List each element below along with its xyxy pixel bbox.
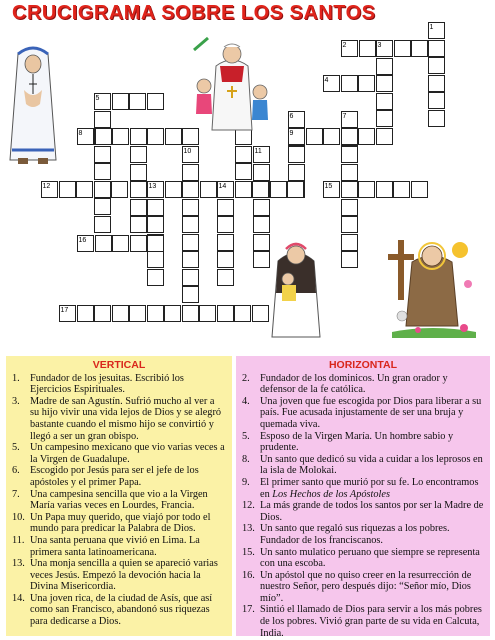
crossword-cell[interactable]	[129, 305, 146, 322]
crossword-cell[interactable]	[376, 110, 393, 127]
crossword-cell[interactable]	[270, 181, 287, 198]
crossword-cell[interactable]	[147, 128, 164, 145]
crossword-cell[interactable]	[341, 164, 358, 181]
crossword-cell[interactable]	[182, 286, 199, 303]
crossword-cell[interactable]	[130, 128, 147, 145]
crossword-cell[interactable]	[77, 305, 94, 322]
crossword-cell[interactable]	[147, 199, 164, 216]
clue-item	[12, 489, 226, 512]
clue-text	[260, 396, 484, 431]
clue-text-body: Un apóstol que no quiso creer en la resurrección de nuestro Señor, pero después dijo: “Señor mío, Dios mío”.	[260, 569, 472, 604]
clue-text	[260, 547, 484, 570]
crossword-cell[interactable]	[147, 305, 164, 322]
crossword-cell[interactable]	[428, 57, 445, 74]
crossword-cell[interactable]	[341, 199, 358, 216]
clue-text-body: Esposo de la Virgen María. Un hombre sabio y prudente.	[260, 430, 454, 454]
clue-text-body: Una monja sencilla a quien se apareció varias veces Jesús. Empezó la devoción hacia la Divina Misericordia.	[30, 558, 218, 593]
clue-item	[12, 465, 226, 488]
clue-number: 17.	[242, 604, 255, 616]
clue-text-body: Una joven que fue escogida por Dios para liberar a su país. Fue acusada injustamente de ser una bruja y quemada viva.	[260, 395, 482, 430]
clue-text	[30, 593, 226, 628]
clue-item	[242, 431, 484, 454]
clue-text	[30, 512, 226, 535]
saint-francis-illustration	[388, 232, 478, 338]
clue-number: 16.	[242, 569, 255, 581]
crossword-cell[interactable]	[147, 93, 164, 110]
crossword-number: 13	[148, 182, 157, 190]
clue-number: 10.	[12, 511, 25, 523]
crossword-cell[interactable]	[130, 146, 147, 163]
pope-with-children-illustration	[190, 36, 274, 134]
crossword-cell[interactable]	[217, 234, 234, 251]
clue-text	[30, 465, 226, 488]
clue-text-body: Un santo mulatico peruano que siempre se representa con una escoba.	[260, 546, 480, 570]
clue-number: 12.	[242, 500, 255, 512]
clue-text-body: Un campesino mexicano que vio varias veces a la Virgen de Guadalupe.	[30, 442, 225, 465]
crossword-number: 14	[218, 182, 227, 190]
clue-number: 1.	[12, 372, 20, 384]
crossword-cell[interactable]	[306, 128, 323, 145]
clue-item	[12, 373, 226, 396]
clue-item	[12, 442, 226, 465]
clue-number: 9.	[242, 476, 250, 488]
clue-italic-text: Los Hechos de los Apóstoles	[272, 488, 390, 500]
crossword-cell[interactable]	[234, 305, 251, 322]
crossword-cell[interactable]	[217, 305, 234, 322]
crossword-cell[interactable]	[182, 164, 199, 181]
crossword-number: 16	[78, 236, 87, 244]
crossword-cell[interactable]	[165, 128, 182, 145]
clue-item	[242, 523, 484, 546]
crossword-cell[interactable]	[341, 234, 358, 251]
crossword-cell[interactable]	[393, 181, 410, 198]
crossword-number: 9	[289, 129, 294, 137]
crossword-cell[interactable]	[165, 181, 182, 198]
crossword-cell[interactable]	[164, 305, 181, 322]
crossword-cell[interactable]	[147, 235, 164, 252]
clue-text	[30, 489, 226, 512]
crossword-cell[interactable]	[341, 75, 358, 92]
crossword-cell[interactable]	[147, 251, 164, 268]
clue-number: 8.	[242, 453, 250, 465]
crossword-cell[interactable]	[376, 181, 393, 198]
crossword-cell[interactable]	[112, 128, 129, 145]
clue-text	[30, 535, 226, 558]
clue-text-body: Un Papa muy querido, que viajó por todo el mundo para predicar la Palabra de Dios.	[30, 511, 211, 535]
clue-number: 5.	[242, 430, 250, 442]
page-title: CRUCIGRAMA SOBRE LOS SANTOS	[12, 2, 376, 24]
clue-text-body: Madre de san Agustín. Sufrió mucho al ver a su hijo vivir una vida lejos de Dios y se alegró bastante cuando el mismo hijo se convirtió y llegó a ser un gran obispo.	[30, 395, 222, 442]
crossword-cell[interactable]	[341, 146, 358, 163]
mother-teresa-illustration	[4, 40, 62, 168]
clue-text-body: Un santo que dedicó su vida a cuidar a los leprosos en la isla de Molokai.	[260, 453, 483, 477]
crossword-number: 10	[183, 147, 192, 155]
vertical-heading: VERTICAL	[92, 359, 146, 371]
crossword-cell[interactable]	[217, 216, 234, 233]
crossword-cell[interactable]	[358, 128, 375, 145]
crossword-cell[interactable]	[235, 181, 252, 198]
crossword-cell[interactable]	[130, 216, 147, 233]
crossword-cell[interactable]	[252, 305, 269, 322]
clue-item	[12, 396, 226, 442]
vertical-clues-panel	[6, 356, 232, 636]
clue-item	[12, 593, 226, 628]
crossword-number: 7	[342, 112, 347, 120]
crossword-cell[interactable]	[76, 181, 93, 198]
crossword-cell[interactable]	[428, 92, 445, 109]
clue-text-body: Fundador de los dominicos. Un gran orador y defensor de la fe católica.	[260, 372, 448, 396]
clue-text-body: Sintió el llamado de Dios para servir a los más pobres de los pobres. Vivió gran parte de su vida en Calcuta, India.	[260, 604, 482, 639]
crossword-cell[interactable]	[253, 164, 270, 181]
crossword-number: 6	[289, 112, 294, 120]
crossword-cell[interactable]	[394, 40, 411, 57]
crossword-cell[interactable]	[129, 93, 146, 110]
crossword-cell[interactable]	[217, 199, 234, 216]
crossword-cell[interactable]	[253, 216, 270, 233]
crossword-cell[interactable]	[252, 181, 269, 198]
crossword-cell[interactable]	[341, 128, 358, 145]
clue-number: 13.	[12, 558, 25, 570]
crossword-number: 8	[78, 129, 83, 137]
crossword-cell[interactable]	[428, 40, 445, 57]
clue-item	[242, 500, 484, 523]
crossword-cell[interactable]	[95, 128, 112, 145]
clue-text-body: Fundador de los jesuitas. Escribió los Ejercicios Espirituales.	[30, 372, 184, 396]
clue-text	[30, 396, 226, 442]
crossword-cell[interactable]	[199, 305, 216, 322]
crossword-cell[interactable]	[341, 181, 358, 198]
crossword-cell[interactable]	[288, 146, 305, 163]
clue-item	[242, 477, 484, 500]
crossword-cell[interactable]	[94, 146, 111, 163]
crossword-cell[interactable]	[358, 181, 375, 198]
clue-text	[260, 373, 484, 396]
clue-item	[242, 570, 484, 605]
crossword-cell[interactable]	[376, 128, 393, 145]
crossword-cell[interactable]	[341, 251, 358, 268]
saint-rose-illustration	[268, 233, 324, 341]
crossword-cell[interactable]	[94, 216, 111, 233]
clue-number: 2.	[242, 372, 250, 384]
crossword-cell[interactable]	[200, 181, 217, 198]
crossword-number: 5	[95, 94, 100, 102]
clue-text	[260, 604, 484, 639]
crossword-cell[interactable]	[130, 199, 147, 216]
clue-item	[242, 396, 484, 431]
crossword-cell[interactable]	[341, 216, 358, 233]
clue-number: 14.	[12, 592, 25, 604]
crossword-cell[interactable]	[94, 163, 111, 180]
clue-text-body: La más grande de todos los santos por ser la Madre de Dios.	[260, 500, 484, 523]
crossword-number: 17	[60, 306, 69, 314]
crossword-cell[interactable]	[182, 269, 199, 286]
crossword-number: 12	[42, 182, 51, 190]
crossword-cell[interactable]	[428, 75, 445, 92]
clue-text	[260, 477, 484, 500]
crossword-cell[interactable]	[323, 128, 340, 145]
clue-text	[30, 442, 226, 465]
clue-item	[242, 454, 484, 477]
crossword-cell[interactable]	[288, 164, 305, 181]
clue-text-body: Un santo que regaló sus riquezas a los pobres. Fundador de los franciscanos.	[260, 523, 450, 546]
crossword-cell[interactable]	[376, 93, 393, 110]
crossword-cell[interactable]	[359, 40, 376, 57]
crossword-cell[interactable]	[130, 164, 147, 181]
crossword-cell[interactable]	[182, 251, 199, 268]
crossword-cell[interactable]	[411, 181, 428, 198]
clue-text	[30, 373, 226, 396]
crossword-cell[interactable]	[182, 216, 199, 233]
crossword-cell[interactable]	[94, 305, 111, 322]
crossword-cell[interactable]	[182, 181, 199, 198]
crossword-cell[interactable]	[411, 40, 428, 57]
crossword-cell[interactable]	[94, 198, 111, 215]
clue-number: 15.	[242, 546, 255, 558]
clue-text	[260, 500, 484, 523]
crossword-cell[interactable]	[94, 181, 111, 198]
clue-text	[260, 454, 484, 477]
clue-number: 11.	[12, 534, 25, 546]
crossword-cell[interactable]	[94, 111, 111, 128]
crossword-cell[interactable]	[182, 234, 199, 251]
crossword-cell[interactable]	[217, 251, 234, 268]
crossword-cell[interactable]	[112, 235, 129, 252]
crossword-cell[interactable]	[147, 216, 164, 233]
crossword-cell[interactable]	[287, 181, 304, 198]
horizontal-heading: HORIZONTAL	[328, 359, 398, 371]
clue-number: 6.	[12, 465, 20, 477]
clue-text-body: Una joven rica, de la ciudad de Asís, que así como san Francisco, abandonó sus riquezas para dedicarse a Dios.	[30, 592, 213, 628]
clue-text	[260, 431, 484, 454]
crossword-cell[interactable]	[182, 305, 199, 322]
clue-item	[242, 547, 484, 570]
crossword-cell[interactable]	[182, 199, 199, 216]
clue-number: 3.	[12, 395, 20, 407]
crossword-cell[interactable]	[217, 269, 234, 286]
crossword-cell[interactable]	[235, 146, 252, 163]
clue-item	[12, 512, 226, 535]
crossword-cell[interactable]	[147, 269, 164, 286]
crossword-cell[interactable]	[376, 75, 393, 92]
horizontal-clues-panel	[236, 356, 490, 639]
crossword-cell[interactable]	[130, 235, 147, 252]
clue-text-body: Una campesina sencilla que vio a la Virgen María varias veces en Lourdes, Francia.	[30, 488, 208, 512]
clue-text-body: Escogido por Jesús para ser el jefe de los apóstoles y el primer Papa.	[30, 465, 199, 488]
crossword-cell[interactable]	[95, 235, 112, 252]
clue-item	[242, 373, 484, 396]
clue-number: 13.	[242, 523, 255, 535]
clue-number: 5.	[12, 442, 20, 454]
crossword-cell[interactable]	[112, 305, 129, 322]
crossword-number: 4	[324, 76, 329, 84]
clue-number: 7.	[12, 488, 20, 500]
clue-text-body: El primer santo que murió por su fe. Lo encontramos en	[260, 476, 479, 500]
crossword-number: 11	[254, 147, 262, 155]
crossword-number: 1	[429, 23, 434, 31]
crossword-number: 2	[342, 41, 347, 49]
clue-item	[12, 558, 226, 593]
clue-item	[242, 604, 484, 639]
crossword-cell[interactable]	[112, 93, 129, 110]
clue-text	[260, 570, 484, 605]
crossword-cell[interactable]	[235, 163, 252, 180]
clue-text-body: Una santa peruana que vivió en Lima. La primera santa latinoamericana.	[30, 534, 200, 558]
clue-item	[12, 535, 226, 558]
crossword-cell[interactable]	[253, 199, 270, 216]
clue-text	[260, 523, 484, 546]
crossword-cell[interactable]	[428, 110, 445, 127]
crossword-cell[interactable]	[376, 58, 393, 75]
crossword-cell[interactable]	[358, 75, 375, 92]
crossword-cell[interactable]	[130, 181, 147, 198]
clue-number: 4.	[242, 395, 250, 407]
clue-text	[30, 558, 226, 593]
crossword-number: 15	[324, 182, 333, 190]
crossword-cell[interactable]	[59, 181, 76, 198]
crossword-cell[interactable]	[111, 181, 128, 198]
crossword-number: 3	[377, 41, 382, 49]
